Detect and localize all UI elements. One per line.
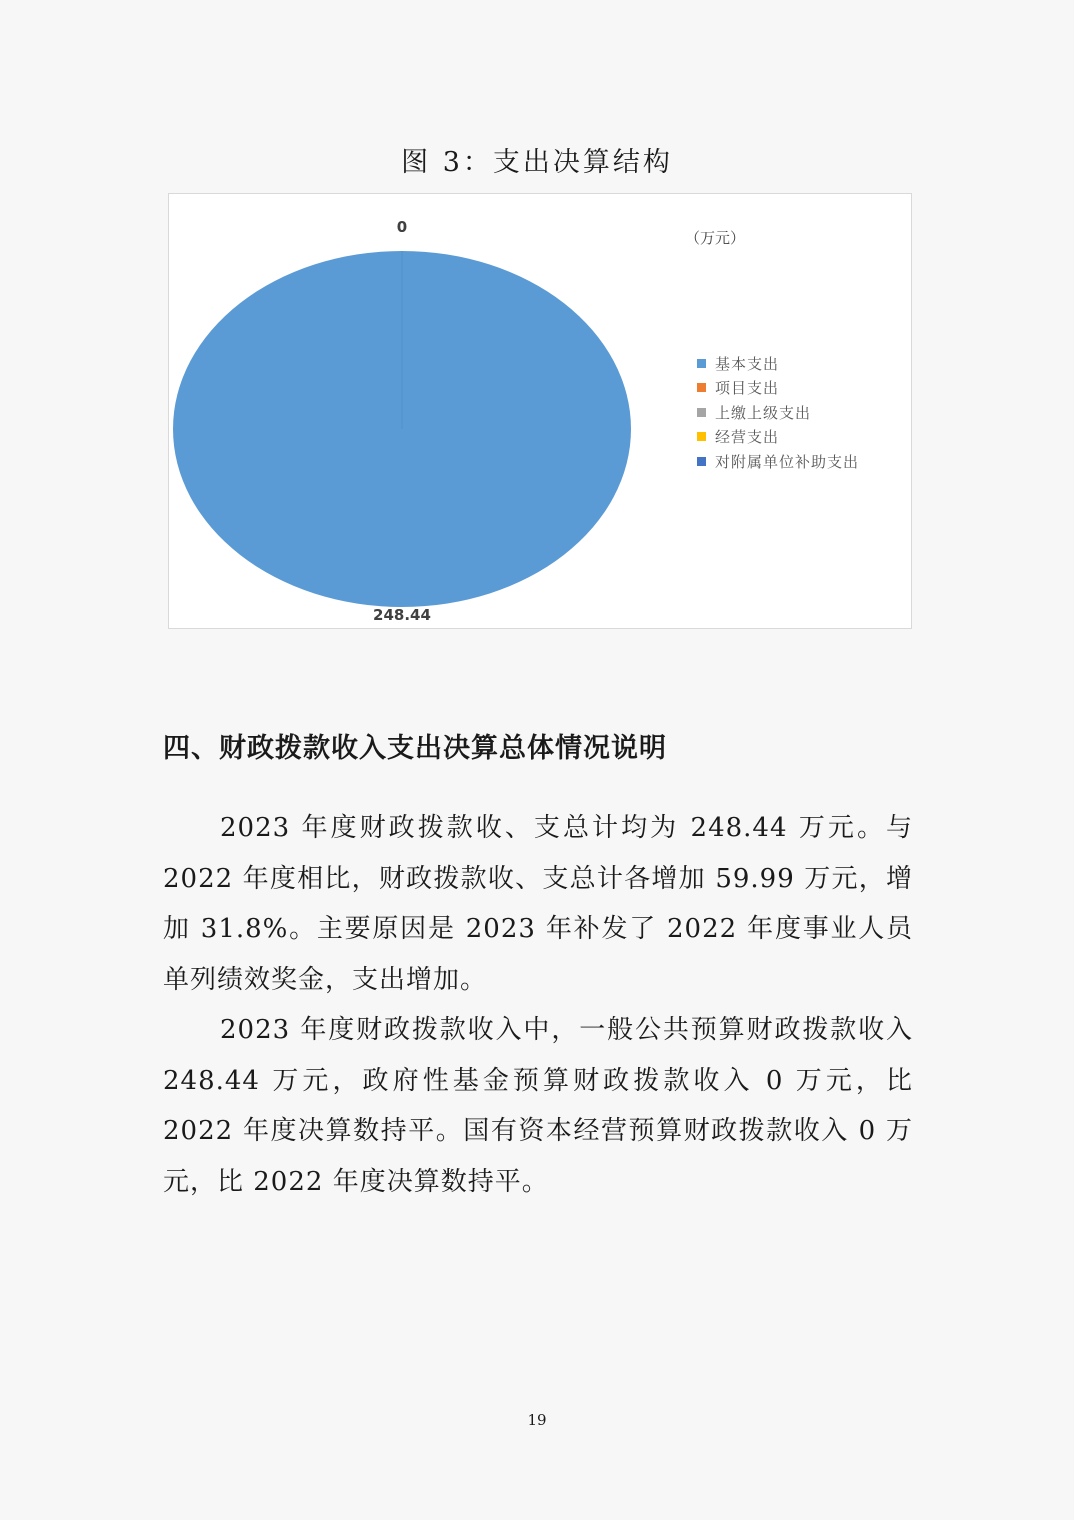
paragraph-1: 2023 年度财政拨款收、支总计均为 248.44 万元。与 2022 年度相比，财政拨款收、支总计各增加 59.99 万元，增加 31.8%。主要原因是 2023 年补发了 2022 年度事业人员单列绩效奖金，支出增加。 [163,813,913,995]
data-label-1: 248.44 [373,606,431,624]
legend-label: 项目支出 [715,379,780,398]
legend-item-2 [697,376,859,401]
legend-swatch [697,457,706,466]
legend-item-1 [697,351,859,376]
legend-swatch [697,383,706,392]
legend-label: 经营支出 [715,428,780,447]
chart-legend [697,351,859,474]
legend-swatch [697,359,706,368]
legend-swatch [697,408,706,417]
legend-item-5 [697,449,859,474]
figure-title: 图 3：支出决算结构 [401,147,673,178]
legend-label: 对附属单位补助支出 [715,452,860,471]
legend-item-4 [697,425,859,450]
section-heading: 四、财政拨款收入支出决算总体情况说明 [163,733,667,764]
pie-chart [168,193,912,629]
unit-label: （万元） [685,229,746,247]
legend-label: 基本支出 [715,354,780,373]
page-number: 19 [527,1411,547,1429]
legend-swatch [697,432,706,441]
paragraph-2: 2023 年度财政拨款收入中，一般公共预算财政拨款收入 248.44 万元，政府性基金预算财政拨款收入 0 万元，比 2022 年度决算数持平。国有资本经营预算财政拨款收入 0 万元，比 2022 年度决算数持平。 [163,1015,913,1197]
legend-item-3 [697,400,859,425]
data-label-2: 0 [396,218,408,236]
legend-label: 上缴上级支出 [715,403,812,422]
